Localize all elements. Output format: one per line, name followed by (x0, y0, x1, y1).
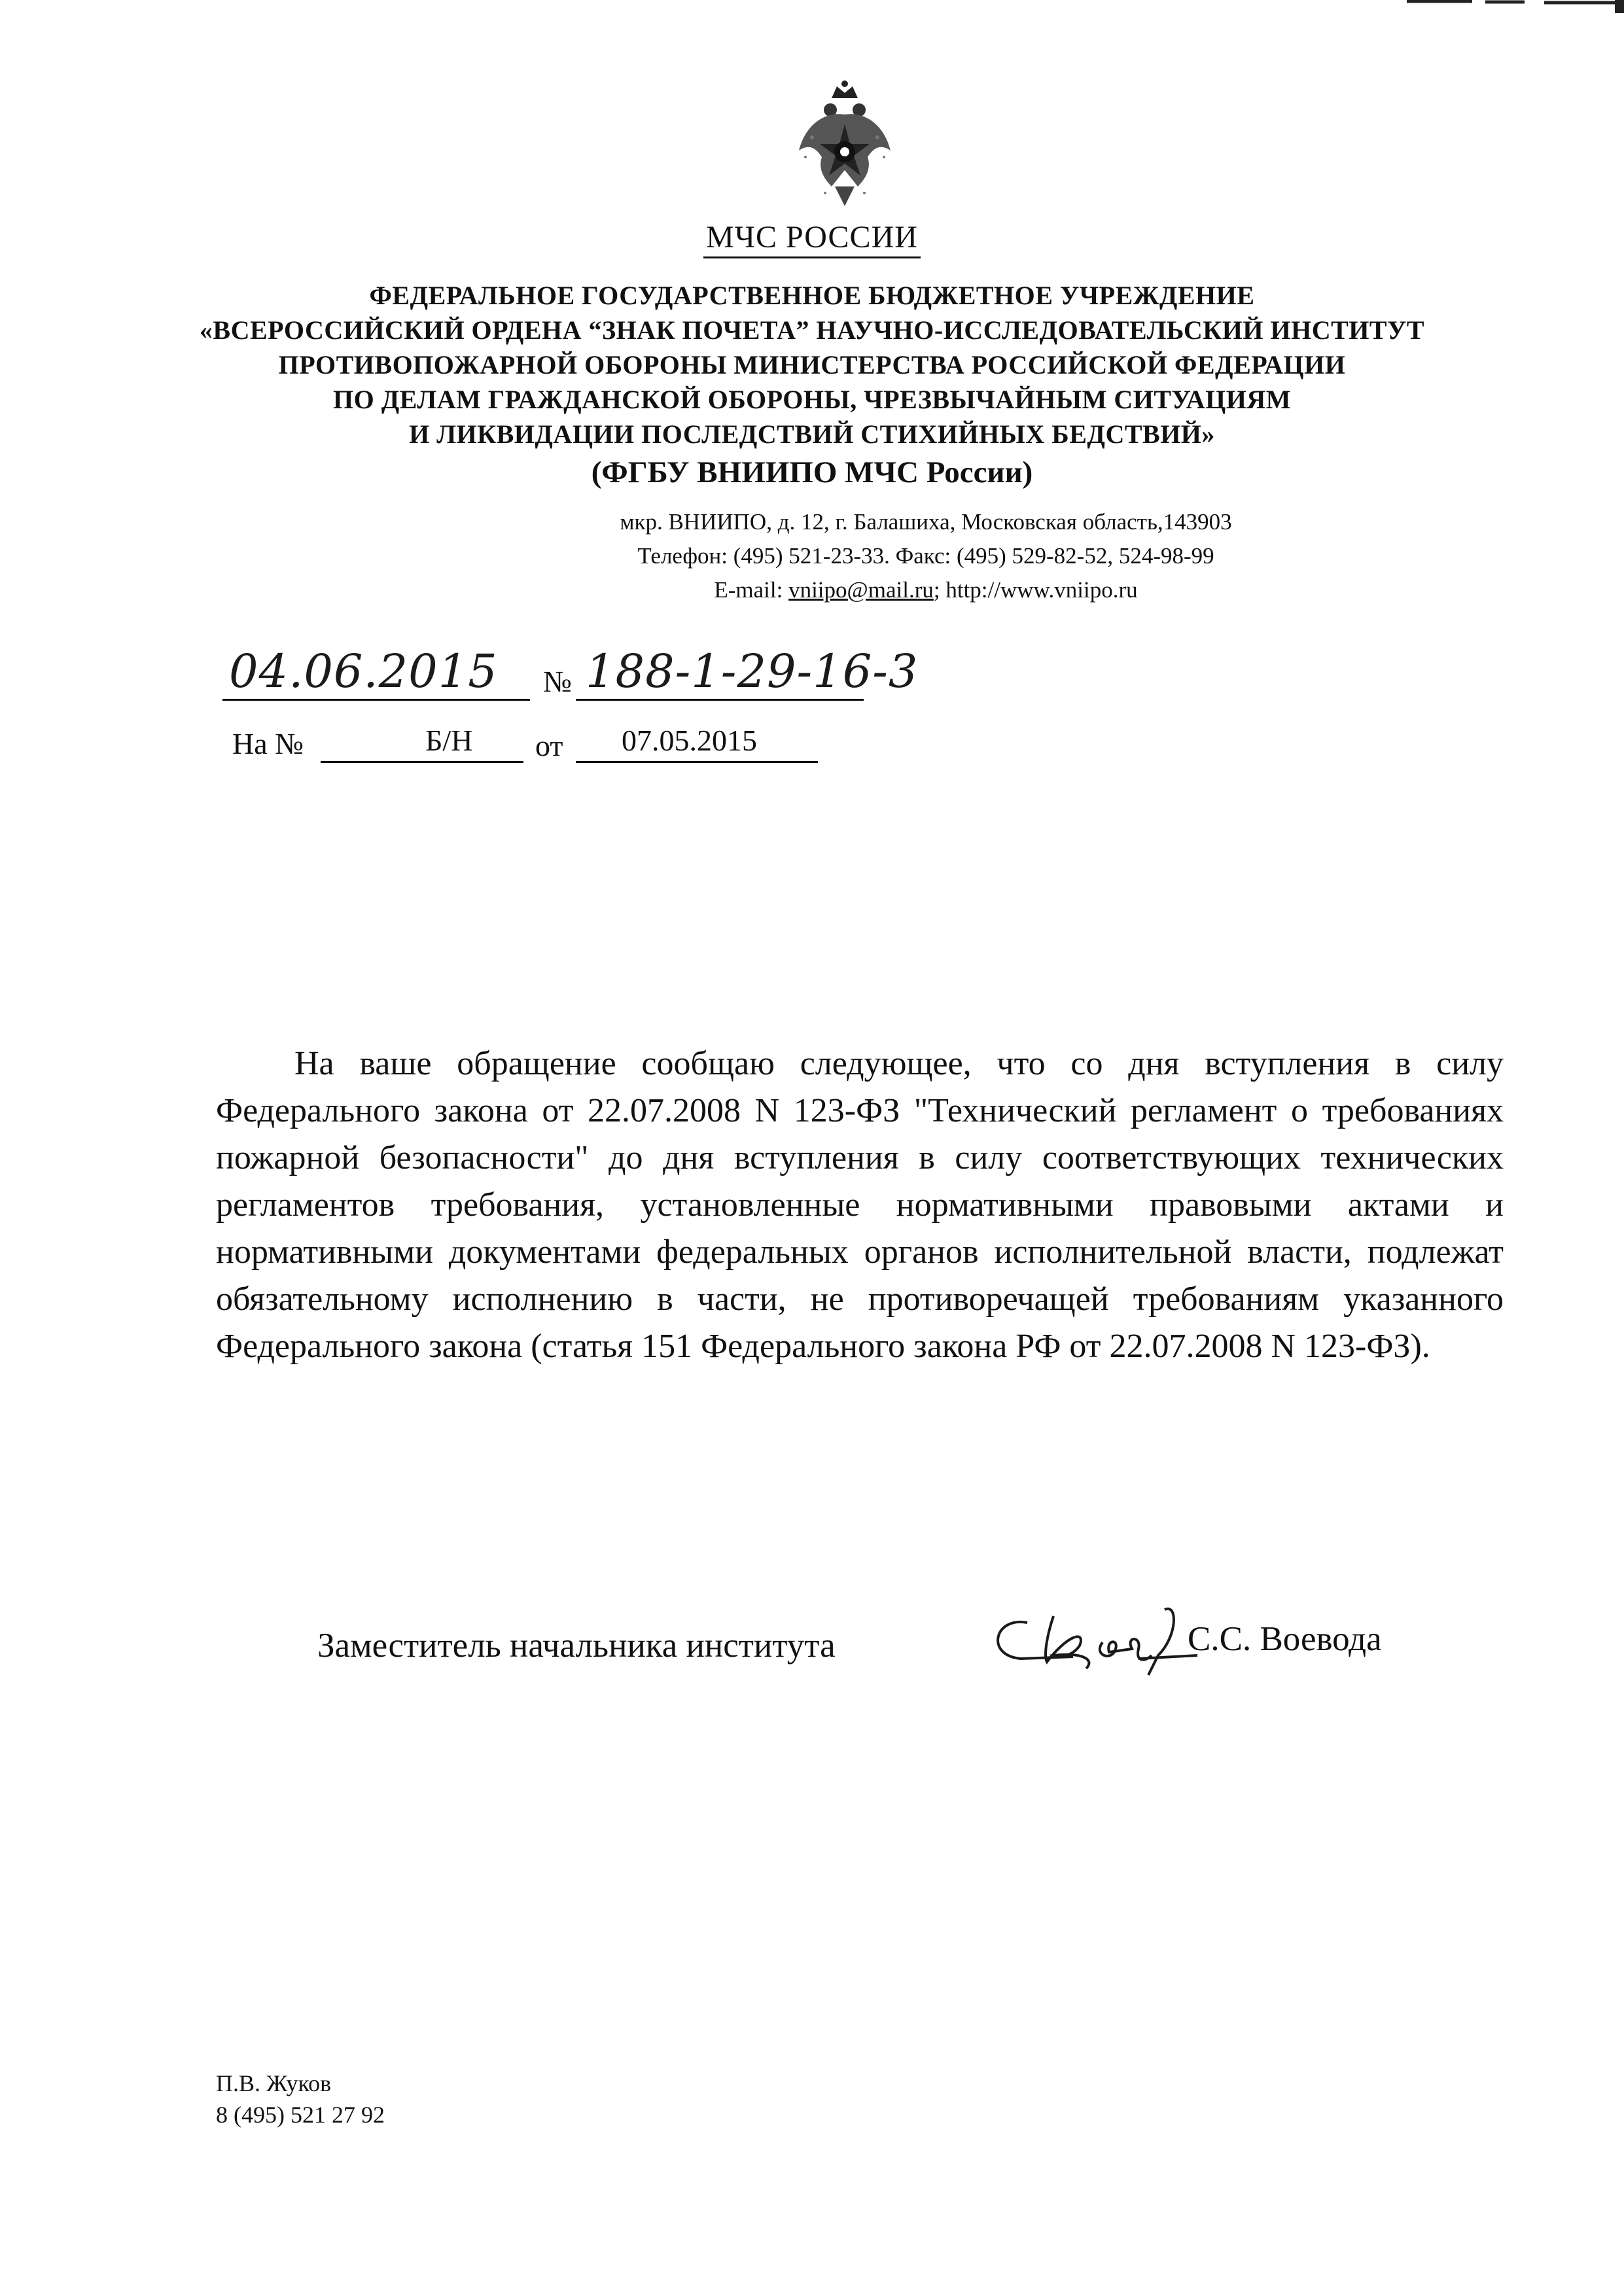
body-paragraph: На ваше обращение сообщаю следующее, что со дня вступления в силу Федерального закона от 22.07.2008 N 123-ФЗ "Технический регламент о требованиях пожарной безопасности" до дня вступления в силу соответствующих технических регламентов требования, установленные нормативными правовыми актами и нормативными документами федеральных органов исполнительной власти, подлежат обязательному исполнению в части, не противоречащей требованиям указанного Федерального закона (статья 151 Федерального закона РФ от 22.07.2008 N 123-ФЗ). (216, 1045, 1504, 1365)
outgoing-date-handwritten: 04.06.2015 (229, 644, 498, 698)
letter-body (216, 1040, 1504, 1370)
org-line-5: И ЛИКВИДАЦИИ ПОСЛЕДСТВИЙ СТИХИЙНЫХ БЕДСТВИЙ» (409, 419, 1215, 449)
ref-date: 07.05.2015 (622, 724, 757, 757)
number-underline (576, 699, 864, 701)
address: мкр. ВНИИПО, д. 12, г. Балашиха, Московская область,143903 (620, 509, 1232, 535)
org-line-2: «ВСЕРОССИЙСКИЙ ОРДЕНА “ЗНАК ПОЧЕТА” НАУЧНО-ИССЛЕДОВАТЕЛЬСКИЙ ИНСТИТУТ (199, 315, 1425, 345)
executor-block (216, 2068, 385, 2130)
mchs-emblem-icon (786, 79, 904, 209)
signatory-position: Заместитель начальника института (317, 1627, 836, 1665)
executor-name: П.В. Жуков (216, 2070, 332, 2096)
website: ; http://www.vniipo.ru (933, 577, 1138, 603)
signatory-name: С.С. Воевода (1188, 1620, 1382, 1658)
email-label: E-mail: (714, 577, 789, 603)
from-label: от (535, 729, 563, 762)
org-line-4: ПО ДЕЛАМ ГРАЖДАНСКОЙ ОБОРОНЫ, ЧРЕЗВЫЧАЙНЫМ СИТУАЦИЯМ (333, 385, 1291, 414)
ref-number-underline (321, 761, 523, 763)
org-line-1: ФЕДЕРАЛЬНОЕ ГОСУДАРСТВЕННОЕ БЮДЖЕТНОЕ УЧРЕЖДЕНИЕ (369, 281, 1255, 310)
date-underline (222, 699, 530, 701)
ref-date-underline (576, 761, 818, 763)
organization-name (0, 278, 1624, 451)
contact-block (393, 505, 1459, 607)
number-sign: № (543, 665, 572, 698)
email-web-line (393, 573, 1459, 607)
ref-label: На № (232, 727, 304, 760)
org-abbreviation: (ФГБУ ВНИИПО МЧС России) (591, 455, 1033, 489)
phone-fax: Телефон: (495) 521-23-33. Факс: (495) 529-82-52, 524-98-99 (637, 543, 1214, 569)
executor-phone: 8 (495) 521 27 92 (216, 2102, 385, 2128)
ministry-title: МЧС РОССИИ (0, 219, 1624, 258)
email-link[interactable]: vniipo@mail.ru (788, 577, 934, 603)
scan-edge-artifact (1394, 0, 1624, 13)
org-line-3: ПРОТИВОПОЖАРНОЙ ОБОРОНЫ МИНИСТЕРСТВА РОССИЙСКОЙ ФЕДЕРАЦИИ (278, 350, 1346, 379)
ref-number: Б/Н (425, 724, 473, 757)
outgoing-number-handwritten: 188-1-29-16-3 (586, 644, 919, 698)
mchs-emblem (786, 79, 904, 209)
